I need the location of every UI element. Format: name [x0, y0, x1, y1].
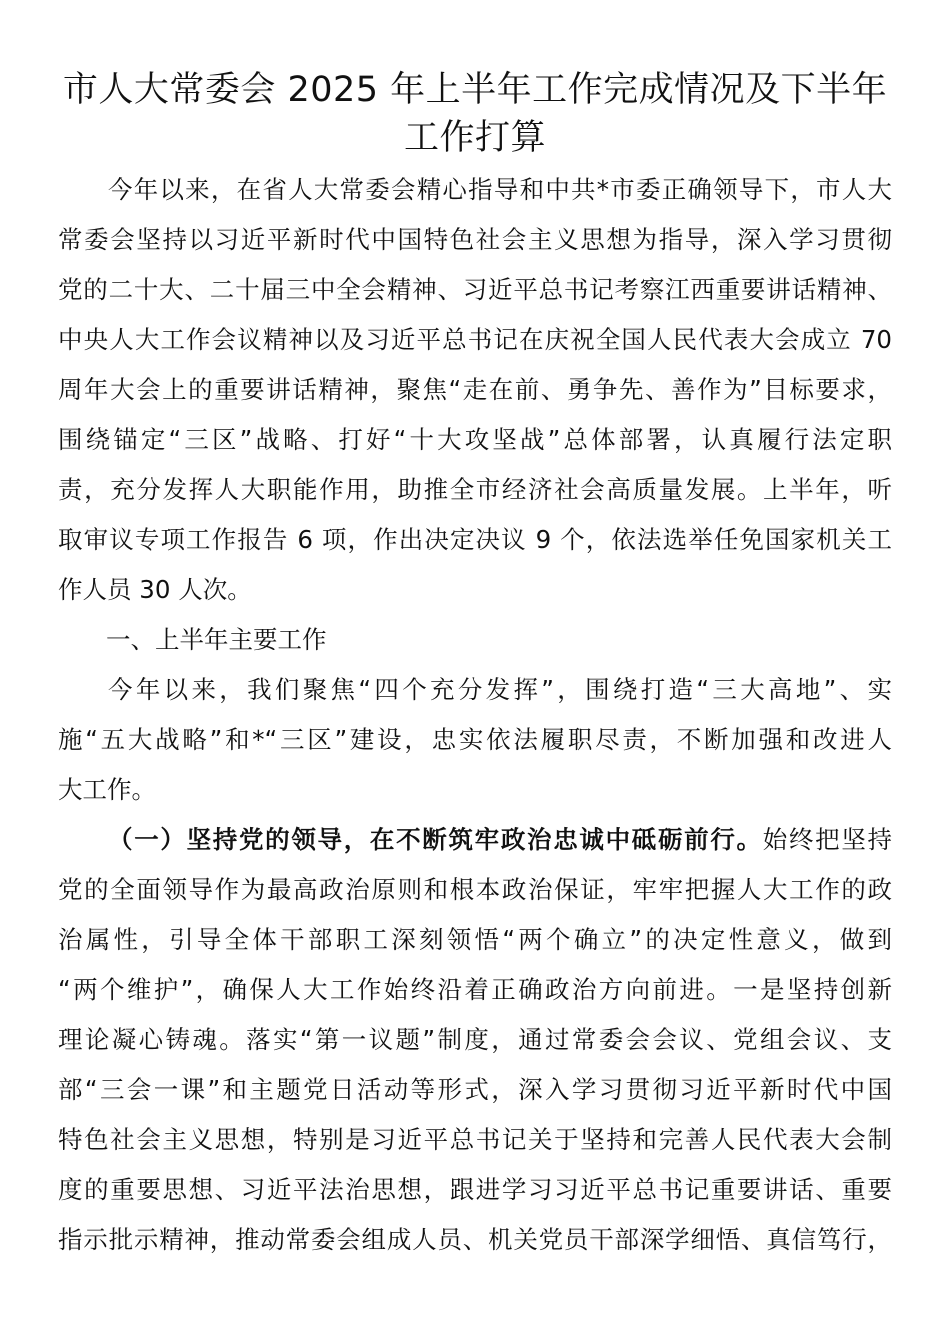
paragraph-line: 周年大会上的重要讲话精神，聚焦“走在前、勇争先、善作为”目标要求， — [58, 375, 892, 404]
document-page — [58, 66, 892, 1265]
section-heading: 一、上半年主要工作 — [106, 625, 327, 654]
paragraph-line: 党的全面领导作为最高政治原则和根本政治保证，牢牢把握人大工作的政 — [58, 875, 892, 904]
paragraph-line: 常委会坚持以习近平新时代中国特色社会主义思想为指导，深入学习贯彻 — [58, 225, 892, 254]
paragraph-line: 施“五大战略”和*“三区”建设，忠实依法履职尽责，不断加强和改进人 — [58, 725, 892, 754]
paragraph-line: 治属性，引导全体干部职工深刻领悟“两个确立”的决定性意义，做到 — [58, 925, 892, 954]
subsection-first-line — [58, 815, 892, 865]
subsection-heading: （一）坚持党的领导，在不断筑牢政治忠诚中砥砺前行。 — [108, 825, 763, 854]
paragraph-line: 围绕锚定“三区”战略、打好“十大攻坚战”总体部署，认真履行法定职 — [58, 425, 892, 454]
paragraph-line: 作人员 30 人次。 — [58, 575, 252, 604]
document-title — [58, 66, 892, 162]
paragraph-line: 大工作。 — [58, 775, 156, 804]
paragraph-line: 中央人大工作会议精神以及习近平总书记在庆祝全国人民代表大会成立 70 — [58, 325, 892, 354]
title-line-1: 市人大常委会 2025 年上半年工作完成情况及下半年 — [62, 70, 888, 110]
paragraph-line: 理论凝心铸魂。落实“第一议题”制度，通过常委会会议、党组会议、支 — [58, 1025, 892, 1054]
paragraph-line: 党的二十大、二十届三中全会精神、习近平总书记考察江西重要讲话精神、 — [58, 275, 892, 304]
paragraph-line: 责，充分发挥人大职能作用，助推全市经济社会高质量发展。上半年，听 — [58, 475, 892, 504]
subsection-paragraph — [58, 815, 892, 1265]
paragraph-line: 今年以来，我们聚焦“四个充分发挥”，围绕打造“三大高地”、实 — [108, 675, 892, 704]
section-intro-paragraph — [58, 665, 892, 815]
paragraph-line: 部“三会一课”和主题党日活动等形式，深入学习贯彻习近平新时代中国 — [58, 1075, 892, 1104]
paragraph-line: 特色社会主义思想，特别是习近平总书记关于坚持和完善人民代表大会制 — [58, 1125, 892, 1154]
paragraph-line: 今年以来，在省人大常委会精心指导和中共*市委正确领导下，市人大 — [108, 175, 892, 204]
intro-paragraph — [58, 165, 892, 615]
title-line-2: 工作打算 — [403, 118, 546, 158]
subsection-first-tail: 始终把坚持 — [762, 825, 893, 854]
paragraph-line: 度的重要思想、习近平法治思想，跟进学习习近平总书记重要讲话、重要 — [58, 1175, 892, 1204]
paragraph-line: “两个维护”，确保人大工作始终沿着正确政治方向前进。一是坚持创新 — [58, 975, 892, 1004]
paragraph-line: 指示批示精神，推动常委会组成人员、机关党员干部深学细悟、真信笃行， — [58, 1225, 892, 1254]
paragraph-line: 取审议专项工作报告 6 项，作出决定决议 9 个，依法选举任免国家机关工 — [58, 525, 892, 554]
document-body — [58, 165, 892, 1265]
